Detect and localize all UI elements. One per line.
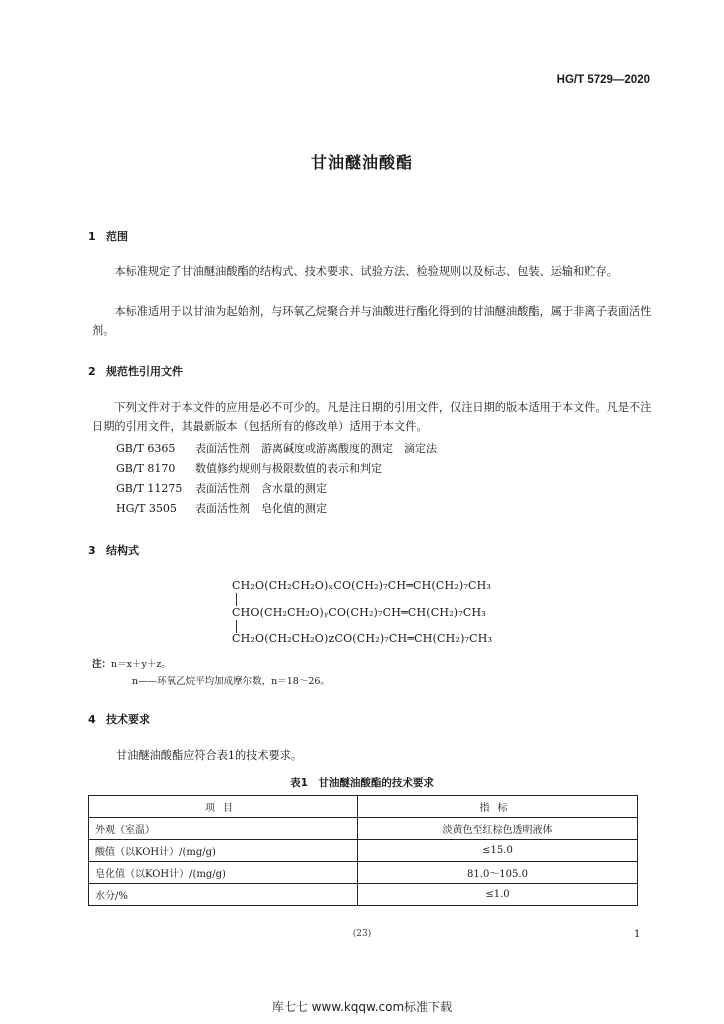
table-cell-item: 外观（室温） (89, 818, 358, 840)
watermark-text: 库七七 www.kqqw.com标准下载 (271, 1000, 453, 1014)
note-label: 注： (92, 659, 112, 670)
reference-code: GB/T 8170 (116, 462, 176, 475)
section-title: 范围 (106, 230, 128, 243)
reference-title: 表面活性剂 游离碱度或游离酸度的测定 滴定法 (195, 442, 437, 455)
section-title: 技术要求 (106, 713, 150, 726)
table-cell-item: 水分/% (89, 884, 358, 906)
reference-title: 表面活性剂 含水量的测定 (195, 482, 327, 495)
table-cell-value: 81.0～105.0 (358, 862, 638, 884)
formula-line-3: CH₂O(CH₂CH₂O)zCO(CH₂)₇CH═CH(CH₂)₇CH₃ (232, 632, 493, 645)
section-title: 规范性引用文件 (106, 365, 183, 378)
document-title: 甘油醚油酸酯 (310, 153, 413, 172)
formula-note (92, 656, 171, 670)
technical-requirements-table (88, 795, 638, 906)
formula-line-1: CH₂O(CH₂CH₂O)ₓCO(CH₂)₇CH═CH(CH₂)₇CH₃ (232, 579, 492, 592)
reference-title: 表面活性剂 皂化值的测定 (195, 502, 327, 515)
table-header-item: 项目 (89, 796, 358, 818)
formula-bond (236, 593, 237, 606)
table-caption: 表1 甘油醚油酸酯的技术要求 (290, 777, 434, 789)
references-intro-paragraph: 下列文件对于本文件的应用是必不可少的。凡是注日期的引用文件，仅注日期的版本适用于本文件。凡是不注日期的引用文件，其最新版本（包括所有的修改单）适用于本文件。 (92, 401, 652, 433)
table-header-row (89, 796, 638, 818)
page-mark: (23) (352, 929, 372, 939)
scope-paragraph-1: 本标准规定了甘油醚油酸酯的结构式、技术要求、试验方法、检验规则以及标志、包装、运输和贮存。 (114, 265, 618, 278)
table-cell-value: ≤15.0 (358, 840, 638, 862)
section-heading-normative-references (88, 363, 183, 379)
reference-code: GB/T 11275 (116, 482, 183, 495)
note-definition: n——环氧乙烷平均加成摩尔数，n＝18～26。 (132, 676, 330, 687)
reference-title: 数值修约规则与极限数值的表示和判定 (195, 462, 382, 475)
reference-item (116, 460, 382, 476)
section-number: 2 (88, 365, 96, 378)
table-cell-item: 皂化值（以KOH计）/(mg/g) (89, 862, 358, 884)
section-heading-technical-requirements (88, 711, 150, 727)
table-row (89, 818, 638, 840)
reference-item (116, 480, 327, 496)
reference-code: HG/T 3505 (116, 502, 177, 515)
table-row (89, 884, 638, 906)
table-header-value: 指标 (358, 796, 638, 818)
reference-item (116, 500, 327, 516)
reference-item (116, 440, 437, 456)
standard-code: HG/T 5729—2020 (556, 74, 650, 86)
table-cell-value: ≤1.0 (358, 884, 638, 906)
table-row (89, 840, 638, 862)
section-number: 3 (88, 544, 96, 557)
section-heading-scope (88, 228, 128, 244)
requirements-paragraph: 甘油醚油酸酯应符合表1的技术要求。 (116, 749, 303, 762)
note-equation: n＝x＋y＋z。 (111, 659, 171, 670)
table-row (89, 862, 638, 884)
table-cell-value: 淡黄色至红棕色透明液体 (358, 818, 638, 840)
section-number: 1 (88, 230, 96, 243)
section-heading-structural-formula (88, 542, 139, 558)
section-title: 结构式 (106, 544, 139, 557)
scope-paragraph-2: 本标准适用于以甘油为起始剂，与环氧乙烷聚合并与油酸进行酯化得到的甘油醚油酸酯，属于非离子表面活性剂。 (92, 305, 652, 337)
page-number: 1 (634, 929, 641, 940)
formula-line-2: CHO(CH₂CH₂O)ᵧCO(CH₂)₇CH═CH(CH₂)₇CH₃ (232, 606, 486, 619)
section-number: 4 (88, 713, 96, 726)
table-cell-item: 酸值（以KOH计）/(mg/g) (89, 840, 358, 862)
reference-code: GB/T 6365 (116, 442, 176, 455)
